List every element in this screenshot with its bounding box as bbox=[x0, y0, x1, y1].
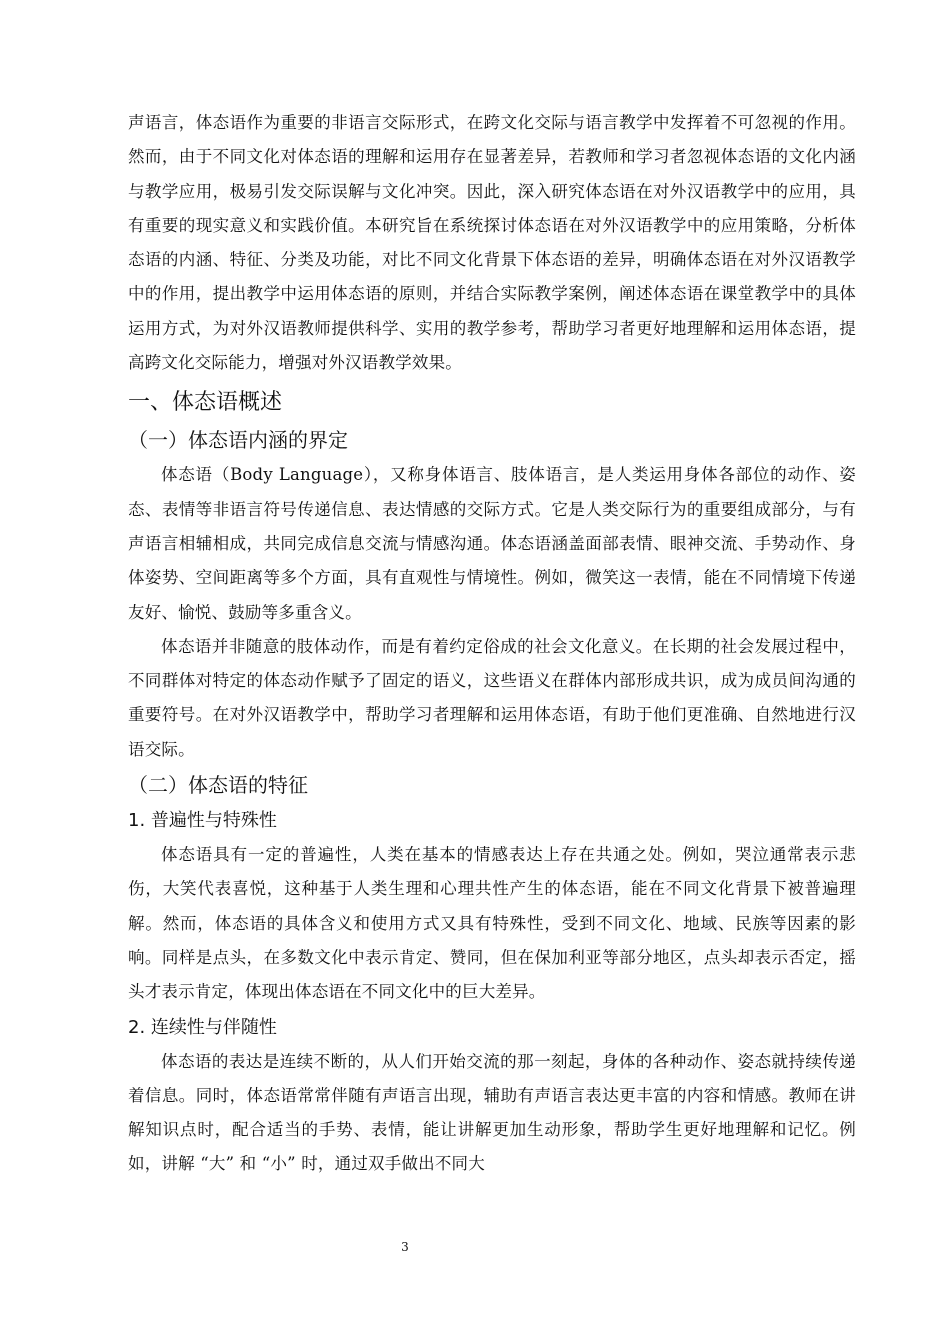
definition-paragraph-1: 体态语（Body Language），又称身体语言、肢体语言，是人类运用身体各部位的动作、姿态、表情等非语言符号传递信息、表达情感的交际方式。它是人类交际行为的重要组成部分，与有声语言相辅相成，共同完成信息交流与情感沟通。体态语涵盖面部表情、眼神交流、手势动作、身体姿势、空间距离等多个方面，具有直观性与情境性。例如，微笑这一表情，能在不同情境下传递友好、愉悦、鼓励等多重含义。 bbox=[128, 465, 856, 622]
feature-heading-continuity: 2. 连续性与伴随性 bbox=[128, 1016, 277, 1038]
page-number: 3 bbox=[401, 1240, 409, 1254]
document-page bbox=[128, 106, 856, 1182]
feature-paragraph-continuity: 体态语的表达是连续不断的，从人们开始交流的那一刻起，身体的各种动作、姿态就持续传递着信息。同时，体态语常常伴随有声语言出现，辅助有声语言表达更丰富的内容和情感。教师在讲解知识点时，配合适当的手势、表情，能让讲解更加生动形象，帮助学生更好地理解和记忆。例如，讲解 “大” 和 “小” 时，通过双手做出不同大 bbox=[128, 1051, 856, 1174]
subsection-heading-features: （二）体态语的特征 bbox=[128, 773, 308, 798]
definition-paragraph-2: 体态语并非随意的肢体动作，而是有着约定俗成的社会文化意义。在长期的社会发展过程中，不同群体对特定的体态动作赋予了固定的语义，这些语义在群体内部形成共识，成为成员间沟通的重要符号。在对外汉语教学中，帮助学习者理解和运用体态语，有助于他们更准确、自然地进行汉语交际。 bbox=[128, 636, 856, 759]
feature-paragraph-universality: 体态语具有一定的普遍性，人类在基本的情感表达上存在共通之处。例如，哭泣通常表示悲伤，大笑代表喜悦，这种基于人类生理和心理共性产生的体态语，能在不同文化背景下被普遍理解。然而，体态语的具体含义和使用方式又具有特殊性，受到不同文化、地域、民族等因素的影响。同样是点头，在多数文化中表示肯定、赞同，但在保加利亚等部分地区，点头却表示否定，摇头才表示肯定，体现出体态语在不同文化中的巨大差异。 bbox=[128, 845, 856, 1002]
section-heading-overview: 一、体态语概述 bbox=[128, 390, 283, 416]
feature-heading-universality: 1. 普遍性与特殊性 bbox=[128, 810, 277, 832]
subsection-heading-definition: （一）体态语内涵的界定 bbox=[128, 428, 348, 453]
intro-paragraph: 声语言，体态语作为重要的非语言交际形式，在跨文化交际与语言教学中发挥着不可忽视的作用。然而，由于不同文化对体态语的理解和运用存在显著差异，若教师和学习者忽视体态语的文化内涵与教学应用，极易引发交际误解与文化冲突。因此，深入研究体态语在对外汉语教学中的应用，具有重要的现实意义和实践价值。本研究旨在系统探讨体态语在对外汉语教学中的应用策略，分析体态语的内涵、特征、分类及功能，对比不同文化背景下体态语的差异，明确体态语在对外汉语教学中的作用，提出教学中运用体态语的原则，并结合实际教学案例，阐述体态语在课堂教学中的具体运用方式，为对外汉语教师提供科学、实用的教学参考，帮助学习者更好地理解和运用体态语，提高跨文化交际能力，增强对外汉语教学效果。 bbox=[128, 113, 856, 373]
